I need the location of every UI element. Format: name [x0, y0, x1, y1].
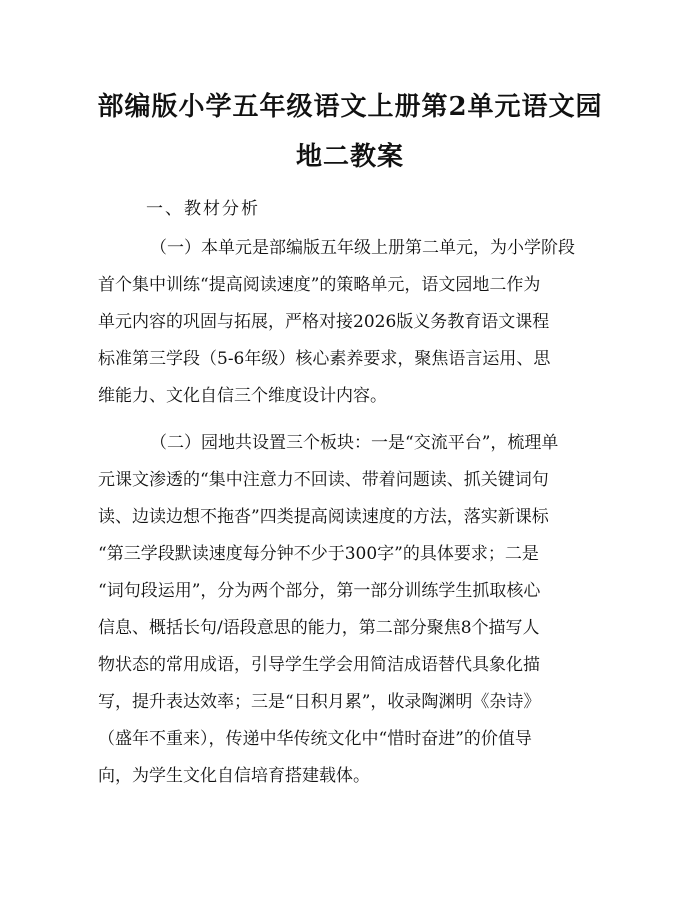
paragraph-line: 标准第三学段（5-6年级）核心素养要求，聚焦语言运用、思 [98, 349, 551, 369]
paragraph-line: （一）本单元是部编版五年级上册第二单元，为小学阶段 [150, 238, 575, 258]
paragraph-line: “第三学段默读速度每分钟不少于300字”的具体要求；二是 [98, 544, 539, 564]
paragraph-line: 向，为学生文化自信培育搭建载体。 [98, 766, 370, 786]
paragraph-line: 读、边读边想不拖沓”四类提高阅读速度的方法，落实新课标 [98, 507, 549, 527]
document-title-line-1: 部编版小学五年级语文上册第2单元语文园 [97, 92, 603, 122]
document-title-line-2: 地二教案 [295, 142, 404, 172]
paragraph-line: （盛年不重来），传递中华传统文化中“惜时奋进”的价值导 [98, 729, 532, 749]
section-heading: 一、教材分析 [146, 199, 260, 219]
paragraph-line: 信息、概括长句/语段意思的能力，第二部分聚焦8个描写人 [98, 618, 540, 638]
paragraph-line: 维能力、文化自信三个维度设计内容。 [98, 386, 387, 406]
paragraph-line: 物状态的常用成语，引导学生学会用简洁成语替代具象化描 [98, 655, 540, 675]
paragraph-line: 写，提升表达效率；三是“日积月累”，收录陶渊明《杂诗》 [98, 692, 541, 712]
paragraph-line: 首个集中训练“提高阅读速度”的策略单元，语文园地二作为 [98, 275, 541, 295]
paragraph-line: “词句段运用”，分为两个部分，第一部分训练学生抓取核心 [98, 581, 541, 601]
paragraph-line: 单元内容的巩固与拓展，严格对接2026版义务教育语文课程 [98, 312, 550, 332]
paragraph-line: 元课文渗透的“集中注意力不回读、带着问题读、抓关键词句 [98, 470, 549, 490]
paragraph-line: （二）园地共设置三个板块：一是“交流平台”，梳理单 [150, 433, 559, 453]
